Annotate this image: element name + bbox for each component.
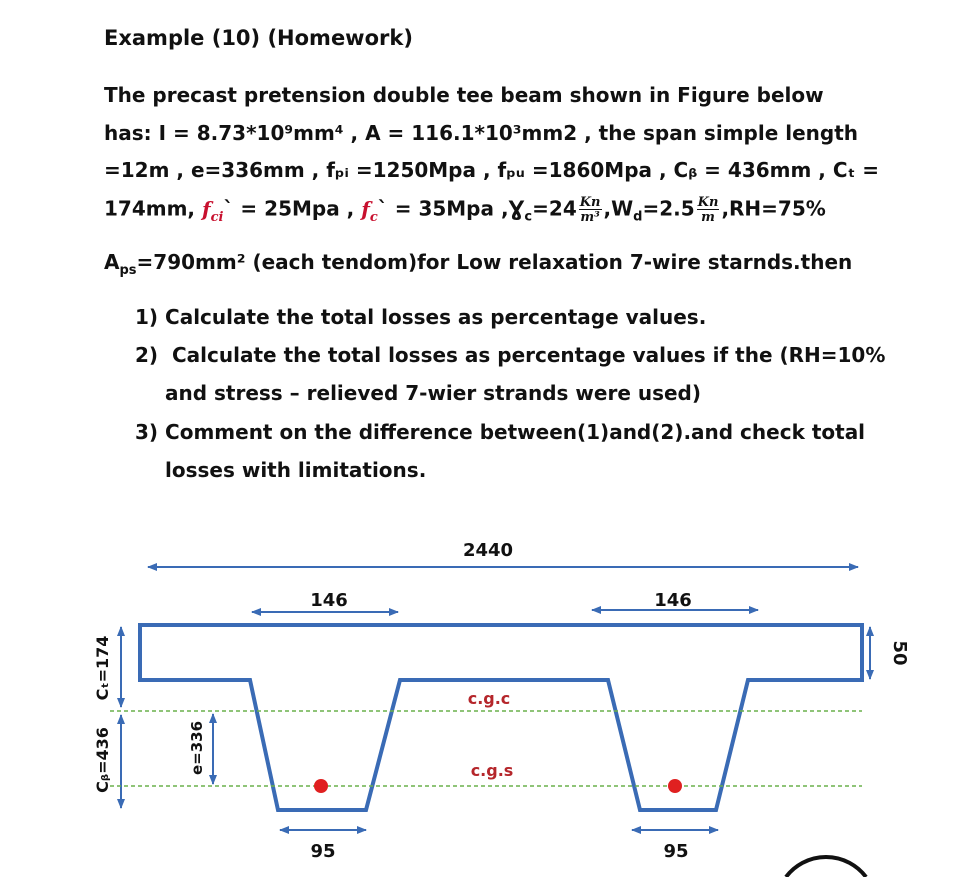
paragraph-line-2: has: I = 8.73*10⁹mm⁴ , A = 116.1*10³mm2 , the span simple length [104, 121, 858, 145]
right-spacing-label: 146 [654, 590, 692, 611]
gamma-sub: c [524, 209, 533, 225]
paragraph-line-4 [104, 196, 826, 225]
fraction-kn-m [697, 196, 720, 224]
text-segment: =790mm² (each tendom)for Low relaxation 7-wire starnds.then [136, 250, 853, 274]
question-number: 1) [135, 305, 159, 329]
aps-sub: ps [119, 263, 137, 278]
text-segment: ` = 25Mpa , [223, 196, 362, 221]
e-label: e=336 [188, 720, 206, 776]
text-segment: A [104, 250, 120, 274]
cgc-label: c.g.c [467, 689, 511, 708]
fci-f: f [202, 196, 211, 221]
fraction-numerator: Kn [697, 195, 719, 210]
flange-thickness-label: 50 [889, 640, 910, 666]
cgs-label: c.g.s [470, 761, 514, 780]
fraction-denominator: m [701, 210, 715, 225]
total-width-label: 2440 [462, 540, 514, 561]
tendon-left [314, 779, 328, 793]
cb-label: Cᵦ=436 [93, 727, 112, 793]
question-text: Comment on the difference between(1)and(2).and check total [165, 420, 866, 444]
ct-label: Cₜ=174 [93, 635, 112, 701]
question-2 [135, 343, 885, 367]
beam-outline [140, 625, 862, 810]
text-segment: =2.5 [642, 196, 695, 221]
paragraph-line-5 [104, 250, 852, 278]
fraction-denominator: m³ [580, 210, 600, 225]
question-text: Calculate the total losses as percentage values if the (RH=10% [172, 343, 886, 367]
fraction-kn-m3 [579, 196, 602, 224]
right-bottom-label: 95 [663, 841, 689, 862]
question-3-continued: losses with limitations. [165, 458, 427, 482]
fci-sub: ci [210, 209, 224, 225]
question-1 [135, 305, 706, 329]
fraction-numerator: Kn [579, 195, 601, 210]
question-2-continued: and stress – relieved 7-wier strands were used) [165, 381, 702, 405]
corner-circle-decoration [786, 857, 866, 877]
text-segment: 174mm, [104, 196, 202, 221]
double-tee-figure [0, 520, 972, 877]
left-spacing-label: 146 [310, 590, 348, 611]
left-bottom-label: 95 [310, 841, 336, 862]
wd-sub: d [633, 209, 643, 225]
fc-sub: c [369, 209, 378, 225]
question-3 [135, 420, 865, 444]
tendon-right [668, 779, 682, 793]
paragraph-line-3: =12m , e=336mm , fₚᵢ =1250Mpa , fₚᵤ =1860Mpa , Cᵦ = 436mm , Cₜ = [104, 158, 880, 182]
text-segment: ` = 35Mpa ,Ɣ [377, 196, 525, 221]
text-segment: ,W [603, 196, 634, 221]
question-text: Calculate the total losses as percentage values. [165, 305, 707, 329]
question-number: 3) [135, 420, 159, 444]
page-title: Example (10) (Homework) [104, 26, 413, 50]
text-segment: =24 [532, 196, 577, 221]
text-segment: ,RH=75% [721, 196, 826, 221]
fc-f: f [361, 196, 370, 221]
fc-symbol [361, 196, 378, 225]
question-number: 2) [135, 343, 159, 367]
paragraph-line-1: The precast pretension double tee beam shown in Figure below [104, 83, 824, 107]
fci-symbol [202, 196, 224, 225]
